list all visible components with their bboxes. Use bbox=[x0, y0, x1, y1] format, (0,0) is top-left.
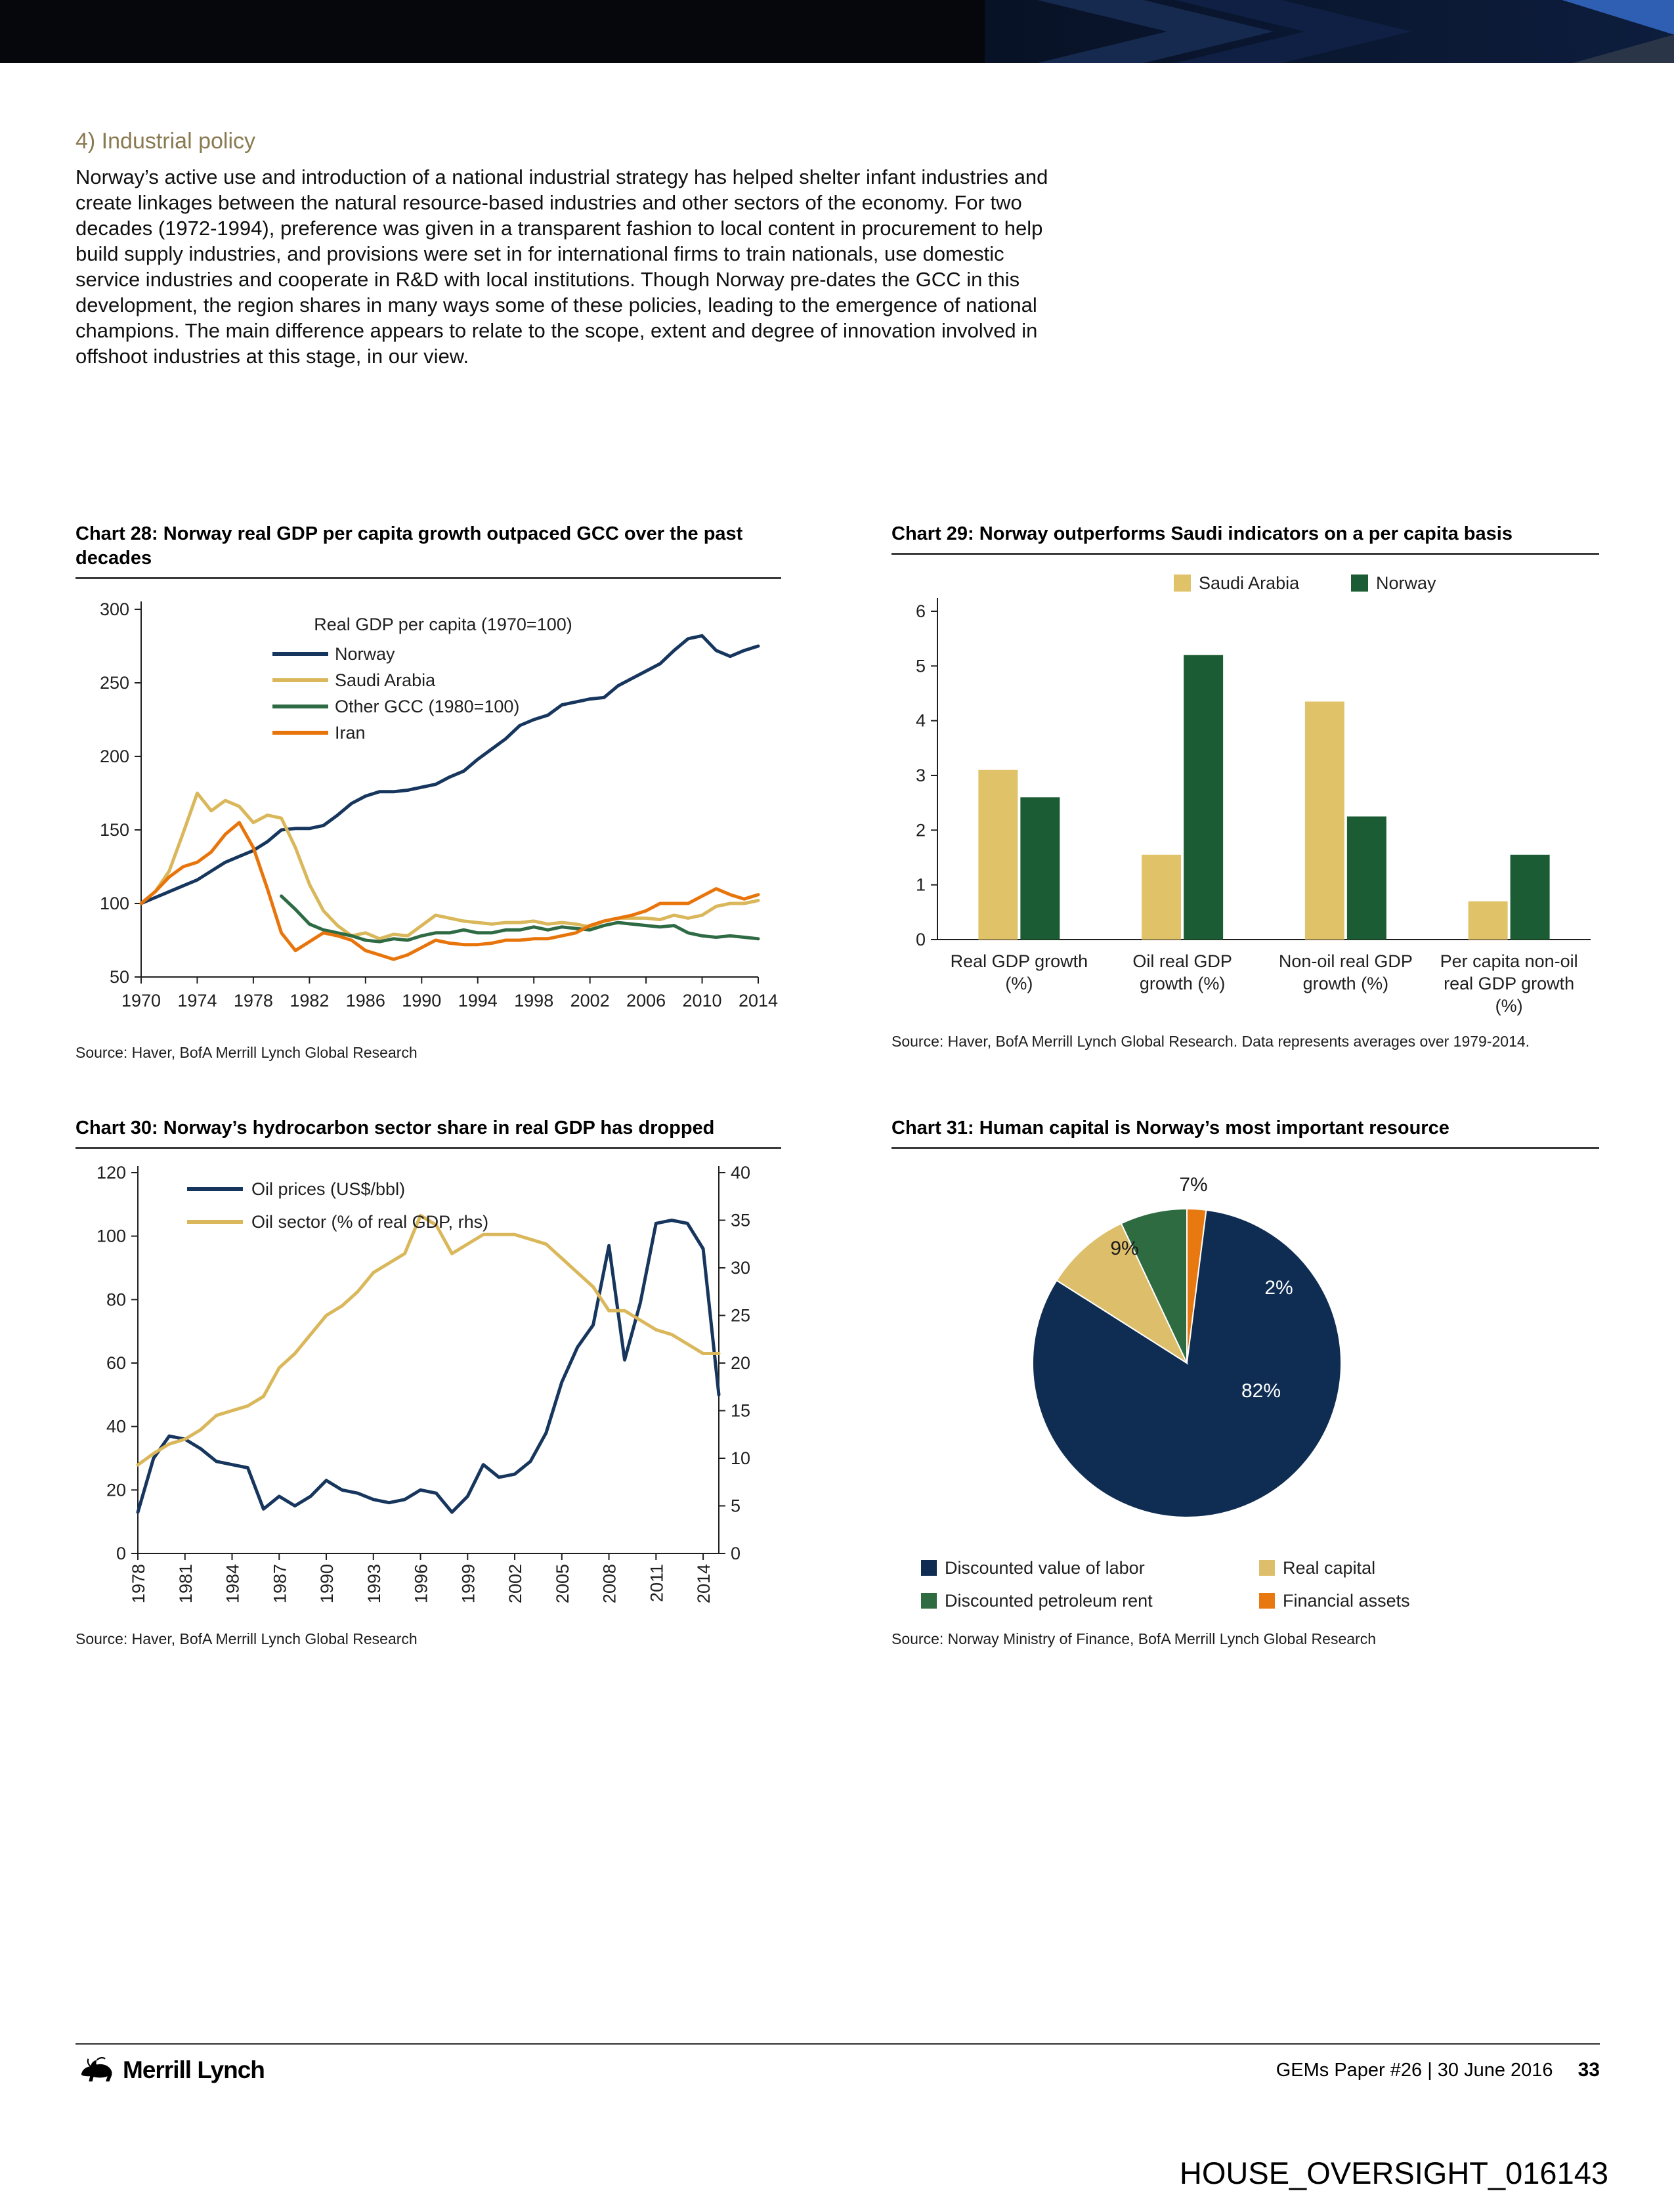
svg-text:growth (%): growth (%) bbox=[1139, 974, 1226, 993]
svg-text:1999: 1999 bbox=[458, 1564, 479, 1604]
svg-text:(%): (%) bbox=[1495, 996, 1523, 1016]
merrill-lynch-bull-icon bbox=[75, 2055, 116, 2085]
svg-text:Financial assets: Financial assets bbox=[1283, 1591, 1410, 1611]
oversight-watermark: HOUSE_OVERSIGHT_016143 bbox=[1179, 2156, 1608, 2190]
svg-text:real GDP growth: real GDP growth bbox=[1444, 974, 1575, 993]
svg-text:Real GDP per capita (1970=100): Real GDP per capita (1970=100) bbox=[314, 615, 572, 634]
svg-text:25: 25 bbox=[731, 1305, 751, 1326]
svg-text:2002: 2002 bbox=[505, 1564, 526, 1604]
svg-text:growth (%): growth (%) bbox=[1302, 974, 1389, 993]
svg-text:6: 6 bbox=[915, 601, 926, 621]
svg-text:Oil sector (% of real GDP, rhs: Oil sector (% of real GDP, rhs) bbox=[251, 1212, 489, 1232]
svg-text:1987: 1987 bbox=[270, 1564, 290, 1604]
svg-text:1990: 1990 bbox=[402, 991, 442, 1010]
svg-text:Real GDP growth: Real GDP growth bbox=[950, 951, 1088, 971]
svg-text:1978: 1978 bbox=[129, 1564, 148, 1604]
svg-text:200: 200 bbox=[99, 747, 129, 766]
svg-text:1981: 1981 bbox=[175, 1564, 196, 1604]
svg-text:1986: 1986 bbox=[345, 991, 385, 1010]
svg-text:Oil prices (US$/bbl): Oil prices (US$/bbl) bbox=[251, 1179, 406, 1199]
chart30-plot bbox=[75, 1153, 781, 1622]
svg-text:Saudi Arabia: Saudi Arabia bbox=[1199, 573, 1300, 593]
svg-text:30: 30 bbox=[731, 1258, 751, 1278]
svg-text:2014: 2014 bbox=[738, 991, 779, 1010]
svg-text:Iran: Iran bbox=[335, 723, 366, 743]
svg-text:(%): (%) bbox=[1005, 974, 1033, 993]
chart30-block bbox=[75, 1116, 781, 1649]
svg-text:15: 15 bbox=[731, 1400, 751, 1421]
svg-text:1982: 1982 bbox=[290, 991, 330, 1010]
brand-name: Merrill Lynch bbox=[123, 2056, 265, 2083]
chart31-title: Chart 31: Human capital is Norway’s most important resource bbox=[891, 1116, 1599, 1149]
top-banner bbox=[0, 0, 1674, 63]
svg-text:1998: 1998 bbox=[514, 991, 554, 1010]
svg-text:Oil real GDP: Oil real GDP bbox=[1132, 951, 1232, 971]
chart28-title: Chart 28: Norway real GDP per capita growth outpaced GCC over the past decades bbox=[75, 522, 781, 579]
svg-text:2014: 2014 bbox=[694, 1564, 714, 1604]
svg-text:0: 0 bbox=[116, 1544, 126, 1563]
chart31-block bbox=[891, 1116, 1599, 1649]
svg-text:10: 10 bbox=[731, 1448, 751, 1468]
svg-text:50: 50 bbox=[109, 967, 129, 987]
svg-text:2006: 2006 bbox=[626, 991, 666, 1010]
chart31-plot bbox=[891, 1153, 1599, 1622]
svg-text:2010: 2010 bbox=[682, 991, 722, 1010]
chart28-source: Source: Haver, BofA Merrill Lynch Global Research bbox=[75, 1044, 418, 1061]
svg-text:2: 2 bbox=[915, 820, 926, 840]
footer-rule bbox=[75, 2043, 1600, 2045]
chart31-source: Source: Norway Ministry of Finance, BofA Merrill Lynch Global Research bbox=[891, 1630, 1376, 1647]
footer-pageinfo bbox=[1276, 2059, 1600, 2081]
svg-text:1993: 1993 bbox=[364, 1564, 384, 1604]
section-heading: 4) Industrial policy bbox=[75, 129, 256, 154]
svg-text:250: 250 bbox=[99, 673, 129, 693]
svg-text:82%: 82% bbox=[1241, 1380, 1281, 1402]
svg-text:Discounted value of labor: Discounted value of labor bbox=[945, 1558, 1145, 1578]
chart30-title: Chart 30: Norway’s hydrocarbon sector share in real GDP has dropped bbox=[75, 1116, 781, 1149]
chart28-block bbox=[75, 522, 781, 1062]
svg-text:1996: 1996 bbox=[411, 1564, 431, 1604]
footer-paper-info: GEMs Paper #26 | 30 June 2016 bbox=[1276, 2059, 1553, 2081]
svg-text:2008: 2008 bbox=[599, 1564, 620, 1604]
chart29-title: Chart 29: Norway outperforms Saudi indicators on a per capita basis bbox=[891, 522, 1599, 555]
svg-text:3: 3 bbox=[915, 766, 926, 785]
chart29-plot bbox=[891, 559, 1599, 1025]
svg-text:Norway: Norway bbox=[335, 644, 395, 664]
svg-text:40: 40 bbox=[106, 1416, 126, 1437]
svg-text:60: 60 bbox=[106, 1353, 126, 1373]
svg-text:120: 120 bbox=[96, 1163, 126, 1182]
svg-text:1974: 1974 bbox=[177, 991, 217, 1010]
svg-text:35: 35 bbox=[731, 1210, 751, 1230]
svg-text:Real capital: Real capital bbox=[1283, 1558, 1376, 1578]
footer-page-number: 33 bbox=[1577, 2058, 1600, 2081]
svg-text:Other GCC (1980=100): Other GCC (1980=100) bbox=[335, 697, 520, 716]
svg-text:Discounted petroleum rent: Discounted petroleum rent bbox=[945, 1591, 1153, 1611]
svg-text:100: 100 bbox=[96, 1226, 126, 1246]
svg-text:300: 300 bbox=[99, 599, 129, 619]
chart29-source: Source: Haver, BofA Merrill Lynch Global Research. Data represents averages over 1979-2014. bbox=[891, 1033, 1530, 1050]
chart30-source: Source: Haver, BofA Merrill Lynch Global Research bbox=[75, 1630, 418, 1647]
svg-text:9%: 9% bbox=[1110, 1238, 1139, 1259]
svg-text:40: 40 bbox=[731, 1163, 751, 1182]
svg-text:7%: 7% bbox=[1179, 1174, 1208, 1196]
svg-text:150: 150 bbox=[99, 820, 129, 840]
chart28-plot bbox=[75, 583, 781, 1036]
svg-text:100: 100 bbox=[99, 894, 129, 913]
svg-text:5: 5 bbox=[731, 1496, 741, 1516]
svg-text:4: 4 bbox=[915, 710, 926, 731]
svg-text:1970: 1970 bbox=[121, 991, 161, 1010]
svg-text:2%: 2% bbox=[1264, 1277, 1293, 1299]
svg-text:Norway: Norway bbox=[1376, 573, 1436, 593]
svg-text:1994: 1994 bbox=[458, 991, 498, 1010]
svg-text:1978: 1978 bbox=[233, 991, 273, 1010]
svg-text:1990: 1990 bbox=[317, 1564, 337, 1604]
svg-text:2005: 2005 bbox=[552, 1564, 572, 1604]
svg-text:Per capita non-oil: Per capita non-oil bbox=[1440, 951, 1578, 971]
chart29-block bbox=[891, 522, 1599, 1051]
svg-text:0: 0 bbox=[731, 1544, 741, 1563]
body-paragraph: Norway’s active use and introduction of a national industrial strategy has helped shelter infant industries and create linkages between the natural resource-based industries and other sectors of the economy. For two decades (1972-1994), preference was given in a transparent fashion to local content in procurement to help build supply industries, and provisions were set in for international firms to train nationals, use domestic service industries and cooperate in R&D with local institutions. Though Norway pre-dates the GCC in this development, the region shares in many ways some of these policies, leading to the emergence of national champions. The main difference appears to relate to the scope, extent and degree of innovation involved in offshoot industries at this stage, in our view. bbox=[75, 165, 1048, 368]
svg-text:Saudi Arabia: Saudi Arabia bbox=[335, 670, 436, 690]
svg-text:20: 20 bbox=[731, 1353, 751, 1373]
svg-text:1984: 1984 bbox=[223, 1564, 243, 1604]
svg-text:2002: 2002 bbox=[570, 991, 610, 1010]
svg-text:20: 20 bbox=[106, 1480, 126, 1500]
svg-text:80: 80 bbox=[106, 1290, 126, 1310]
svg-text:1: 1 bbox=[915, 875, 926, 895]
brand-logo bbox=[75, 2055, 265, 2085]
svg-text:5: 5 bbox=[915, 656, 926, 676]
footer bbox=[75, 2055, 1600, 2085]
svg-text:2011: 2011 bbox=[647, 1564, 667, 1603]
svg-text:0: 0 bbox=[915, 930, 926, 949]
svg-text:Non-oil real GDP: Non-oil real GDP bbox=[1278, 951, 1413, 971]
